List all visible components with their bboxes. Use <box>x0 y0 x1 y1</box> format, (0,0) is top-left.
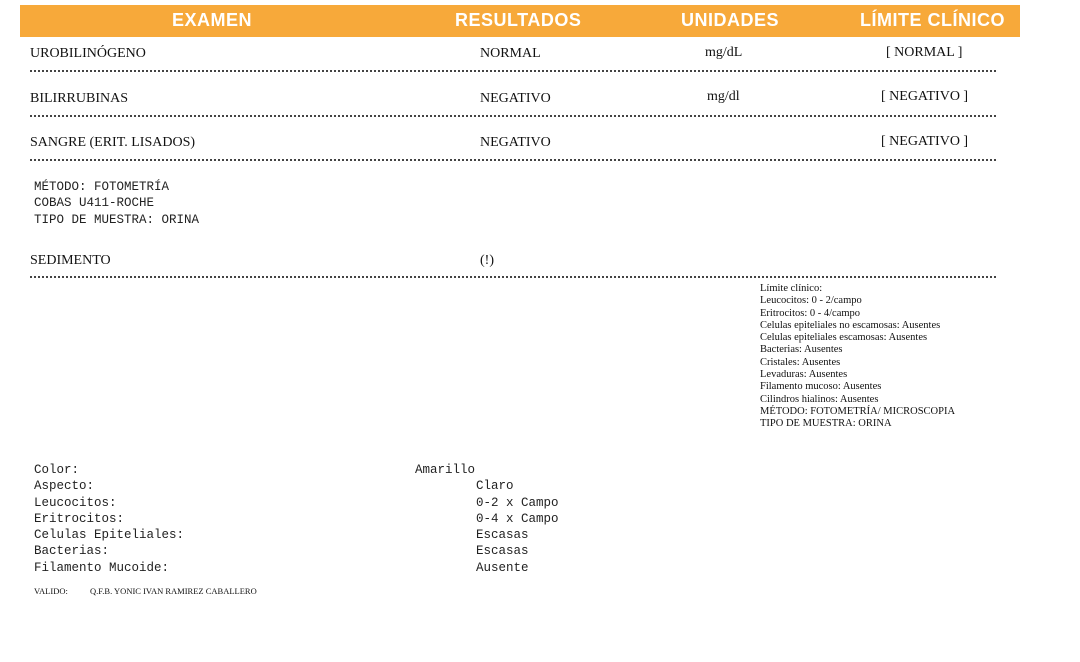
header-examen: EXAMEN <box>172 10 253 30</box>
clinical-limit-line: MÉTODO: FOTOMETRÍA/ MICROSCOPIA <box>760 405 956 417</box>
clinical-limit-line: Levaduras: Ausentes <box>760 369 848 381</box>
clinical-limit-line: Cristales: Ausentes <box>760 356 841 368</box>
header-unidades: UNIDADES <box>681 10 780 30</box>
sediment-value: Claro <box>476 479 514 494</box>
clinical-limit-line: Cilindros hialinos: Ausentes <box>760 393 879 405</box>
clinical-limit-line: Bacterias: Ausentes <box>760 344 843 356</box>
sediment-label: Filamento Mucoide: <box>34 560 170 575</box>
clinical-limit-line: Filamento mucoso: Ausentes <box>760 381 882 393</box>
clinical-limit-line: Eritrocitos: 0 - 4/campo <box>760 307 861 319</box>
sediment-values <box>476 478 559 576</box>
limit-bilirrubinas: [ NEGATIVO ] <box>881 89 969 104</box>
result-urobilinogeno: NORMAL <box>480 46 541 61</box>
clinical-limit-line: TIPO DE MUESTRA: ORINA <box>760 418 892 430</box>
row-divider <box>30 70 996 72</box>
clinical-limit-line: Leucocitos: 0 - 2/campo <box>760 295 862 307</box>
sediment-value: Ausente <box>476 560 529 575</box>
validation-line <box>34 586 257 596</box>
sedimento-flag: (!) <box>480 253 494 268</box>
sediment-label: Bacterias: <box>34 544 110 559</box>
sediment-labels <box>34 462 184 576</box>
sediment-label: Celulas Epiteliales: <box>34 528 185 543</box>
exam-sangre: SANGRE (ERIT. LISADOS) <box>30 135 196 150</box>
clinical-limits-block <box>760 283 955 431</box>
limit-sangre: [ NEGATIVO ] <box>881 134 969 149</box>
unit-urobilinogeno: mg/dL <box>705 45 743 60</box>
limit-urobilinogeno: [ NORMAL ] <box>886 45 963 60</box>
header-resultados: RESULTADOS <box>455 10 582 30</box>
sediment-value-color: Amarillo <box>415 463 476 477</box>
header-limite-clinico: LÍMITE CLÍNICO <box>860 10 1005 30</box>
sediment-label: Eritrocitos: <box>34 511 125 526</box>
table-header <box>20 5 1020 37</box>
sediment-value: 0-4 x Campo <box>476 511 559 526</box>
sediment-value: Escasas <box>476 528 529 543</box>
sediment-label: Leucocitos: <box>34 495 117 510</box>
validator-name: Q.F.B. YONIC IVAN RAMIREZ CABALLERO <box>90 586 257 596</box>
row-divider <box>30 276 996 278</box>
method-line: COBAS U411-ROCHE <box>34 196 155 211</box>
method-block <box>34 179 199 228</box>
method-line: TIPO DE MUESTRA: ORINA <box>34 212 200 227</box>
sediment-value: Escasas <box>476 544 529 559</box>
clinical-limit-line: Límite clínico: <box>760 283 823 294</box>
exam-bilirrubinas: BILIRRUBINAS <box>30 91 129 106</box>
unit-bilirrubinas: mg/dl <box>707 89 740 104</box>
method-line: MÉTODO: FOTOMETRÍA <box>34 180 170 194</box>
clinical-limit-line: Celulas epiteliales escamosas: Ausentes <box>760 332 928 344</box>
sediment-value: 0-2 x Campo <box>476 495 559 510</box>
sediment-label: Aspecto: <box>34 479 95 494</box>
validation-label: VALIDO: <box>34 586 68 596</box>
result-sangre: NEGATIVO <box>480 135 551 150</box>
row-divider <box>30 159 996 161</box>
exam-urobilinogeno: UROBILINÓGENO <box>30 46 146 61</box>
result-bilirrubinas: NEGATIVO <box>480 91 551 106</box>
exam-sedimento: SEDIMENTO <box>30 253 111 268</box>
sediment-label: Color: <box>34 463 80 477</box>
row-divider <box>30 115 996 117</box>
clinical-limit-line: Celulas epiteliales no escamosas: Ausentes <box>760 319 941 331</box>
